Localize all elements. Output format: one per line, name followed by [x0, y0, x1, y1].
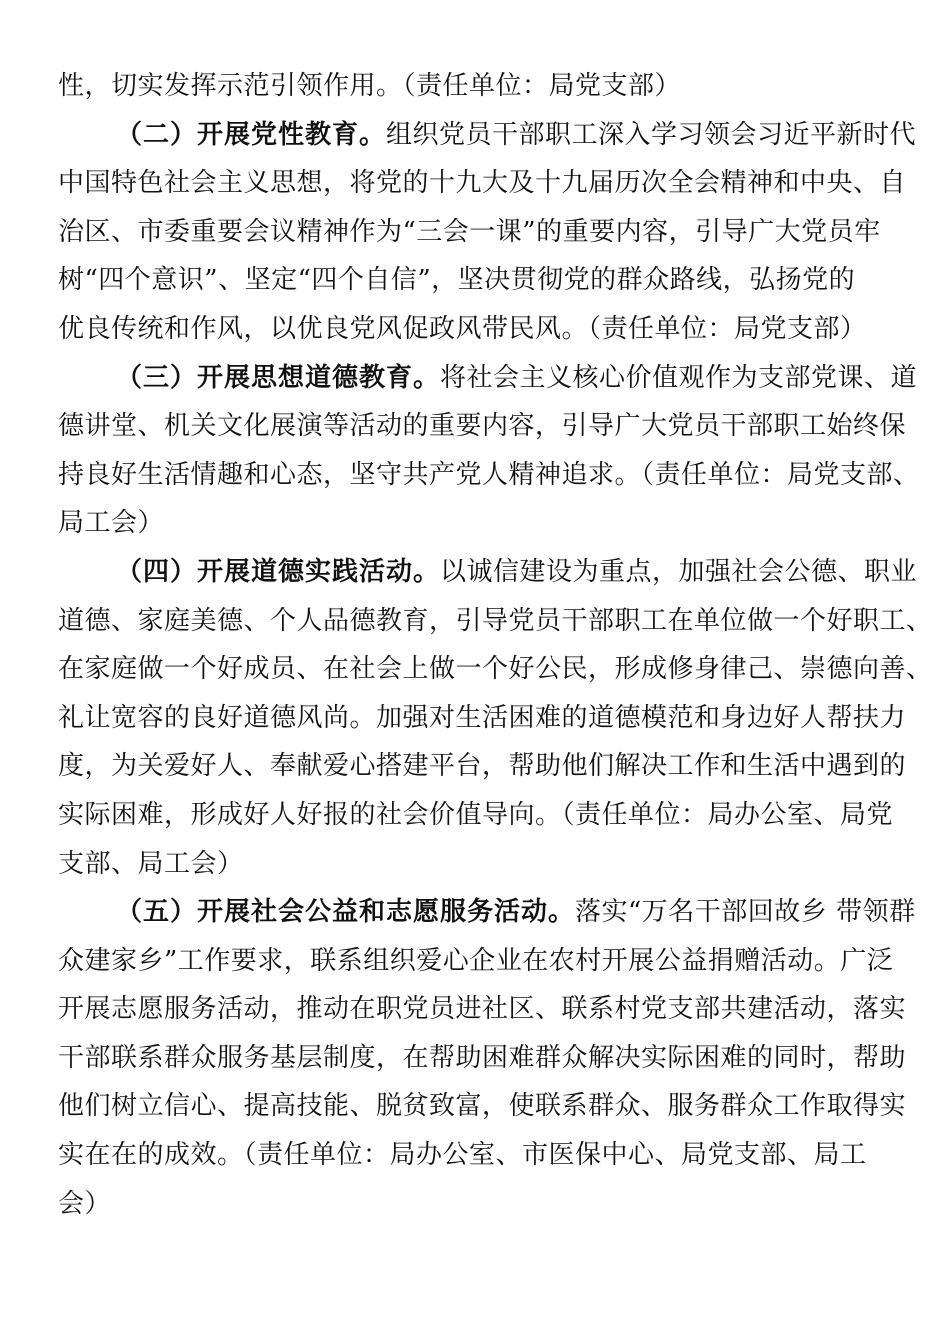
line-text: 会）	[58, 1188, 112, 1219]
line-text: 将社会主义核心价值观作为支部党课、道	[440, 362, 918, 393]
line-text: 组织党员干部职工深入学习领会习近平新时代	[386, 119, 917, 150]
text-line	[58, 985, 910, 1034]
line-text: 治区、市委重要会议精神作为“三会一课”的重要内容，引导广大党员牢	[58, 216, 881, 247]
text-line	[58, 256, 910, 305]
text-line	[58, 1034, 910, 1083]
line-text: 德讲堂、机关文化展演等活动的重要内容，引导广大党员干部职工始终保	[58, 411, 907, 442]
section-heading-line	[58, 111, 917, 160]
text-line	[58, 840, 910, 889]
line-text: 他们树立信心、提高技能、脱贫致富，使联系群众、服务群众工作取得实	[58, 1091, 907, 1122]
text-line	[58, 645, 933, 694]
line-text: 道德、家庭美德、个人品德教育，引导党员干部职工在单位做一个好职工、	[58, 605, 933, 636]
section-heading: （四）开展道德实践活动。	[116, 556, 441, 587]
line-text: 礼让宽容的良好道德风尚。加强对生活困难的道德模范和身边好人帮扶力	[58, 702, 907, 733]
text-line	[58, 1180, 910, 1229]
text-line	[58, 1131, 910, 1180]
section-heading: （二）开展党性教育。	[116, 119, 387, 150]
text-line	[58, 597, 933, 646]
line-text: 众建家乡”工作要求，联系组织爱心企业在农村开展公益捐赠活动。广泛	[58, 945, 894, 976]
line-text: 优良传统和作风，以优良党风促政风带民风。（责任单位：局党支部）	[58, 313, 867, 344]
text-line	[58, 791, 910, 840]
text-line	[58, 937, 910, 986]
line-text: 开展志愿服务活动，推动在职党员进社区、联系村党支部共建活动，落实	[58, 994, 907, 1025]
line-text: 局工会）	[58, 508, 165, 539]
line-text: 中国特色社会主义思想，将党的十九大及十九届历次全会精神和中央、自	[58, 168, 907, 199]
line-text: 度，为关爱好人、奉献爱心搭建平台，帮助他们解决工作和生活中遇到的	[58, 751, 907, 782]
text-line	[58, 305, 910, 354]
text-line	[58, 208, 910, 257]
section-heading-line	[58, 354, 918, 403]
line-text: 干部联系群众服务基层制度，在帮助困难群众解决实际困难的同时，帮助	[58, 1042, 907, 1073]
line-text: 性，切实发挥示范引领作用。（责任单位：局党支部）	[58, 71, 682, 101]
section-heading: （三）开展思想道德教育。	[116, 362, 441, 393]
text-line	[58, 62, 910, 111]
line-text: 以诚信建设为重点，加强社会公德、职业	[440, 556, 918, 587]
text-line	[58, 1082, 910, 1131]
line-text: 落实“万名干部回故乡 带领群	[575, 897, 916, 928]
line-text: 支部、局工会）	[58, 848, 244, 879]
text-line	[58, 742, 910, 791]
text-line	[58, 499, 910, 548]
section-heading: （五）开展社会公益和志愿服务活动。	[116, 897, 576, 928]
section-heading-line	[58, 548, 918, 597]
section-heading-line	[58, 888, 916, 937]
line-text: 实在在的成效。（责任单位：局办公室、市医保中心、局党支部、局工	[58, 1140, 867, 1171]
line-text: 树“四个意识”、坚定“四个自信”，坚决贯彻党的群众路线，弘扬党的	[58, 265, 856, 296]
line-text: 在家庭做一个好成员、在社会上做一个好公民，形成修身律己、崇德向善、	[58, 654, 933, 685]
text-line	[58, 451, 920, 500]
line-text: 实际困难，形成好人好报的社会价值导向。（责任单位：局办公室、局党	[58, 799, 894, 830]
text-line	[58, 159, 910, 208]
text-line	[58, 402, 910, 451]
document-page	[58, 62, 933, 1228]
text-line	[58, 694, 910, 743]
line-text: 持良好生活情趣和心态，坚守共产党人精神追求。（责任单位：局党支部、	[58, 459, 920, 490]
